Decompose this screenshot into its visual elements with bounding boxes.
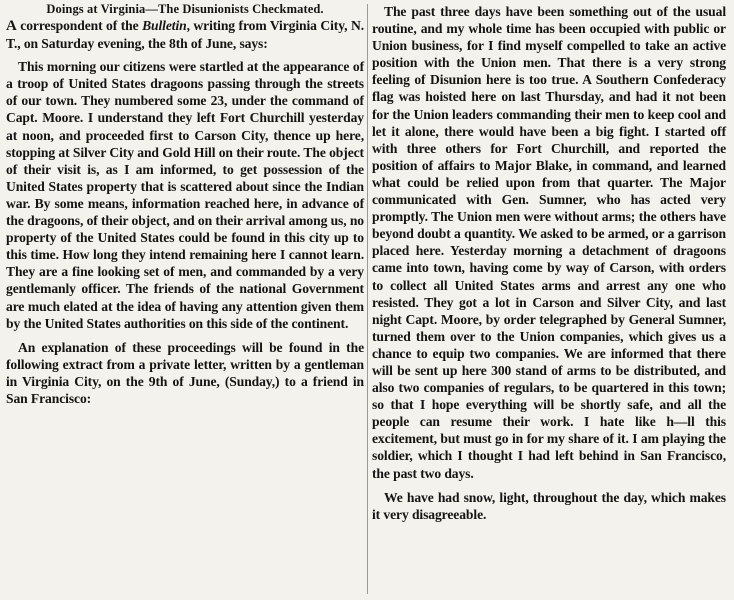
letter-paragraph: The past three days have been something out of the usual routine, and my whole time has been occupied with public or Union business, for I find myself compelled to take an active position with the Union men. That there is a very strong feeling of Disunion here is too true. A Southern Confederacy flag was hoisted here on last Thursday, and had it not been for the Union leaders commanding their men to keep cool and let it alone, there would have been a big fight. I started off with three others for Fort Churchill, and reported the position of affairs to Major Blake, in command, and learned what could be relied upon from that quarter. The Major communicated with Gen. Sumner, who has acted very promptly. The Union men were without arms; the others have beyond doubt a quantity. We asked to be armed, or a garrison placed here. Yesterday morning a detachment of dragoons came into town, having come by way of Carson, with orders to collect all United States arms and arrest any one who resisted. They got a lot in Carson and Silver City, and last night Capt. Moore, by order telegraphed by General Sumner, turned them over to the Union companies, which gives us a chance to equip two companies. We are informed that there will be sent up here 300 stand of arms to be distributed, and also two companies of regulars, to be quartered in this town; so that I hope everything will be shortly safe, and all the people can resume their work. I hate like h—ll this excitement, but must go in for my share of it. I am playing the soldier, which I thought I had left behind in San Francisco, the past two days. bbox=[372, 4, 726, 481]
right-column bbox=[372, 3, 726, 529]
intro-paragraph bbox=[6, 17, 364, 52]
left-column bbox=[6, 3, 364, 413]
intro-text-b: , writing from Virginia City, N. T., on Saturday evening, the 8th of June, says: bbox=[6, 18, 365, 52]
column-divider bbox=[367, 4, 368, 594]
letter-paragraph: We have had snow, light, throughout the day, which makes it very disagreeable. bbox=[372, 489, 726, 522]
intro-text-a: correspondent of the bbox=[16, 18, 143, 33]
article-headline: Doings at Virginia—The Disunionists Checkmated. bbox=[46, 2, 324, 16]
body-paragraph: This morning our citizens were startled at the appearance of a troop of United States dragoons passing through the streets of our town. They numbered some 23, under the command of Capt. Moore. I understand they left Fort Churchill yesterday at noon, and proceeded first to Carson City, thence up here, stopping at Silver City and Gold Hill on their route. The object of their visit is, as I am informed, to get possession of the United States property that is scattered about since the Indian war. By some means, information reached here, in advance of the dragoons, of their object, and on their arrival among us, no property of the United States could be found in this city up to this time. How long they intend remaining here I cannot learn. They are a fine looking set of men, and commanded by a very gentlemanly officer. The friends of the national Government are much elated at the idea of having any attention given them by the United States authorities on this side of the continent. bbox=[6, 59, 364, 331]
newspaper-name: Bulletin bbox=[142, 18, 187, 33]
intro-lead-word: A bbox=[6, 18, 17, 34]
body-paragraph: An explanation of these proceedings will be found in the following extract from a private letter, written by a gentleman in Virginia City, on the 9th of June, (Sunday,) to a friend in San Francisco: bbox=[6, 339, 364, 406]
